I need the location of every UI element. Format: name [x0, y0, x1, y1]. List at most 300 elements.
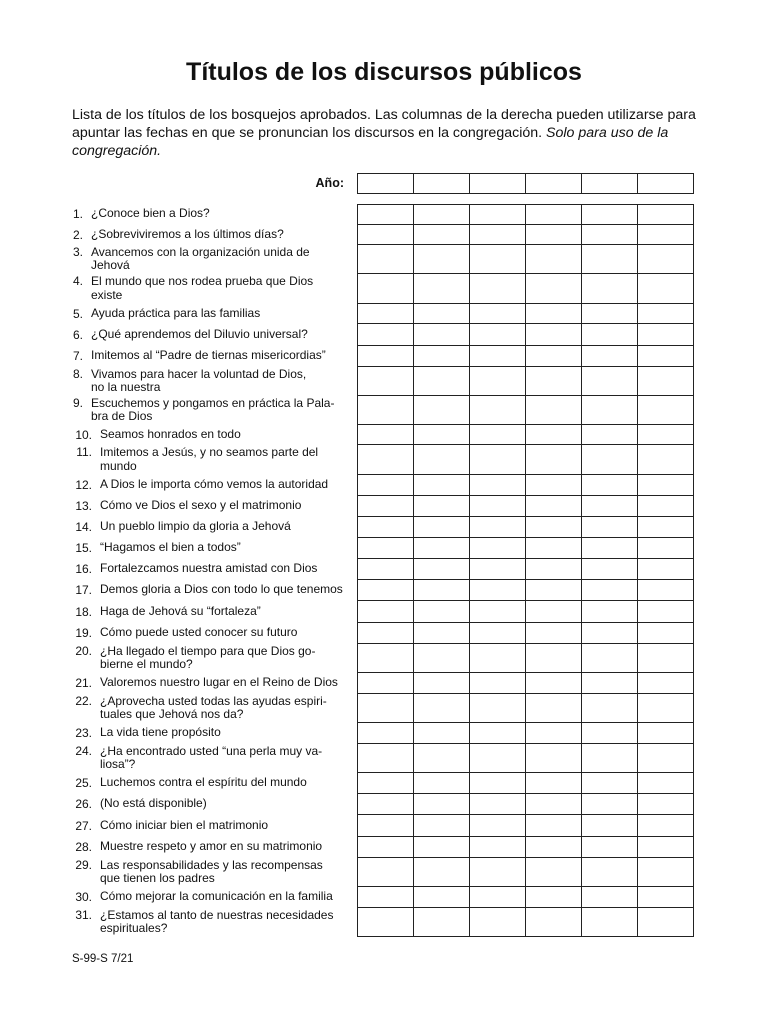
talk-title: “Hagamos el bien a todos”	[100, 540, 241, 555]
date-cell[interactable]	[414, 580, 470, 600]
date-cell[interactable]	[470, 205, 526, 224]
date-cell[interactable]	[470, 245, 526, 273]
date-cell[interactable]	[582, 396, 638, 424]
talk-row	[0, 475, 768, 496]
date-cell[interactable]	[638, 245, 694, 273]
talk-title: Haga de Jehová su “fortaleza”	[100, 603, 261, 618]
date-cell[interactable]	[470, 794, 526, 814]
date-grid	[357, 623, 694, 644]
date-cell[interactable]	[358, 425, 414, 444]
date-cell[interactable]	[638, 623, 694, 643]
date-cell[interactable]	[414, 205, 470, 224]
date-cell[interactable]	[358, 304, 414, 323]
date-grid	[357, 559, 694, 580]
date-cell[interactable]	[582, 304, 638, 323]
date-cell[interactable]	[638, 225, 694, 244]
date-cell[interactable]	[526, 794, 582, 814]
page-title: Títulos de los discursos públicos	[186, 58, 582, 86]
date-cell[interactable]	[526, 538, 582, 558]
date-cell[interactable]	[638, 274, 694, 303]
date-cell[interactable]	[414, 673, 470, 693]
talk-title: ¿Aprovecha usted todas las ayudas espiri- tuales que Jehová nos da?	[100, 693, 327, 721]
talk-number: 14.	[75, 520, 92, 534]
date-cell[interactable]	[470, 225, 526, 244]
date-cell[interactable]	[470, 601, 526, 622]
date-cell[interactable]	[638, 908, 694, 936]
date-cell[interactable]	[582, 837, 638, 857]
date-cell[interactable]	[582, 225, 638, 244]
date-cell[interactable]	[414, 723, 470, 743]
year-cell[interactable]	[414, 174, 470, 193]
talk-title: Cómo ve Dios el sexo y el matrimonio	[100, 498, 302, 513]
date-cell[interactable]	[526, 559, 582, 579]
talk-row	[0, 225, 768, 245]
talk-row	[0, 367, 768, 396]
talk-title: ¿Conoce bien a Dios?	[91, 206, 210, 221]
date-cell[interactable]	[470, 367, 526, 395]
date-cell[interactable]	[470, 475, 526, 495]
date-cell[interactable]	[414, 538, 470, 558]
date-cell[interactable]	[358, 396, 414, 424]
talk-row	[0, 274, 768, 304]
date-grid	[357, 887, 694, 908]
date-cell[interactable]	[358, 723, 414, 743]
date-cell[interactable]	[358, 908, 414, 936]
date-cell[interactable]	[358, 538, 414, 558]
talk-row	[0, 858, 768, 887]
date-cell[interactable]	[470, 538, 526, 558]
date-cell[interactable]	[526, 723, 582, 743]
talk-number: 30.	[75, 890, 92, 904]
talk-title: La vida tiene propósito	[100, 725, 221, 740]
date-cell[interactable]	[582, 445, 638, 474]
date-cell[interactable]	[582, 346, 638, 366]
date-cell[interactable]	[526, 887, 582, 907]
date-cell[interactable]	[358, 673, 414, 693]
date-cell[interactable]	[526, 245, 582, 273]
date-cell[interactable]	[638, 694, 694, 722]
date-cell[interactable]	[470, 694, 526, 722]
talk-number: 11.	[76, 445, 92, 459]
date-cell[interactable]	[582, 245, 638, 273]
date-cell[interactable]	[638, 723, 694, 743]
date-cell[interactable]	[358, 324, 414, 345]
date-cell[interactable]	[526, 475, 582, 495]
date-cell[interactable]	[526, 346, 582, 366]
date-cell[interactable]	[582, 908, 638, 936]
date-cell[interactable]	[582, 367, 638, 395]
intro-text: Lista de los títulos de los bosquejos aprobados. Las columnas de la derecha pueden utilizarse para apuntar las fechas en que se pronuncian los discursos en la congregación.	[72, 107, 696, 141]
date-cell[interactable]	[526, 274, 582, 303]
date-cell[interactable]	[526, 673, 582, 693]
talk-title: (No está disponible)	[100, 796, 207, 811]
date-cell[interactable]	[358, 205, 414, 224]
date-cell[interactable]	[414, 837, 470, 857]
date-cell[interactable]	[470, 580, 526, 600]
date-cell[interactable]	[582, 496, 638, 516]
talk-number: 6.	[72, 328, 83, 342]
date-cell[interactable]	[582, 694, 638, 722]
date-grid	[357, 773, 694, 794]
date-cell[interactable]	[358, 744, 414, 772]
date-cell[interactable]	[526, 773, 582, 793]
talk-row	[0, 887, 768, 908]
date-cell[interactable]	[582, 815, 638, 836]
date-cell[interactable]	[414, 274, 470, 303]
date-cell[interactable]	[526, 601, 582, 622]
date-grid	[357, 517, 694, 538]
talk-title: Imitemos al “Padre de tiernas misericordias”	[91, 348, 326, 363]
date-cell[interactable]	[526, 858, 582, 886]
talk-row	[0, 538, 768, 559]
talk-title: A Dios le importa cómo vemos la autoridad	[100, 477, 329, 492]
date-cell[interactable]	[526, 225, 582, 244]
date-cell[interactable]	[414, 794, 470, 814]
talk-row	[0, 559, 768, 580]
date-cell[interactable]	[414, 324, 470, 345]
date-cell[interactable]	[582, 794, 638, 814]
date-cell[interactable]	[526, 496, 582, 516]
date-cell[interactable]	[470, 673, 526, 693]
talk-number: 20.	[75, 644, 92, 658]
date-cell[interactable]	[358, 225, 414, 244]
date-cell[interactable]	[414, 623, 470, 643]
date-cell[interactable]	[470, 274, 526, 303]
date-grid	[357, 538, 694, 559]
date-grid	[357, 425, 694, 445]
date-cell[interactable]	[358, 445, 414, 474]
talk-title: Cómo iniciar bien el matrimonio	[100, 817, 269, 832]
talk-row	[0, 396, 768, 425]
date-cell[interactable]	[470, 623, 526, 643]
date-grid	[357, 245, 694, 274]
date-cell[interactable]	[414, 496, 470, 516]
date-cell[interactable]	[358, 245, 414, 273]
date-cell[interactable]	[638, 367, 694, 395]
talk-number: 13.	[75, 499, 92, 513]
date-cell[interactable]	[414, 773, 470, 793]
talk-number: 1.	[72, 207, 83, 221]
date-cell[interactable]	[526, 205, 582, 224]
talk-row	[0, 744, 768, 773]
date-grid	[357, 367, 694, 396]
date-cell[interactable]	[470, 908, 526, 936]
date-cell[interactable]	[358, 517, 414, 537]
talk-number: 18.	[75, 605, 92, 619]
date-cell[interactable]	[638, 425, 694, 444]
date-cell[interactable]	[470, 445, 526, 474]
date-cell[interactable]	[414, 517, 470, 537]
talk-title: Fortalezcamos nuestra amistad con Dios	[100, 561, 318, 576]
date-cell[interactable]	[414, 367, 470, 395]
date-cell[interactable]	[526, 324, 582, 345]
talk-number: 10.	[75, 428, 92, 442]
date-cell[interactable]	[638, 346, 694, 366]
date-cell[interactable]	[526, 445, 582, 474]
talk-title: Las responsabilidades y las recompensas que tienen los padres	[100, 857, 323, 885]
date-cell[interactable]	[638, 858, 694, 886]
date-cell[interactable]	[638, 304, 694, 323]
date-cell[interactable]	[526, 425, 582, 444]
date-cell[interactable]	[526, 396, 582, 424]
date-grid	[357, 304, 694, 324]
date-cell[interactable]	[638, 538, 694, 558]
date-cell[interactable]	[582, 475, 638, 495]
date-cell[interactable]	[358, 496, 414, 516]
talk-row	[0, 623, 768, 644]
date-cell[interactable]	[414, 744, 470, 772]
date-cell[interactable]	[638, 396, 694, 424]
talk-title: Valoremos nuestro lugar en el Reino de Dios	[100, 675, 338, 690]
date-cell[interactable]	[414, 346, 470, 366]
year-cell[interactable]	[526, 174, 582, 193]
date-cell[interactable]	[414, 644, 470, 672]
talk-row	[0, 517, 768, 538]
talk-number: 24.	[75, 744, 92, 758]
date-cell[interactable]	[582, 723, 638, 743]
date-grid	[357, 723, 694, 744]
talk-title: Avancemos con la organización unida de Jehová	[91, 244, 310, 272]
talk-title: Imitemos a Jesús, y no seamos parte del mundo	[100, 445, 319, 473]
talk-row	[0, 425, 768, 445]
date-cell[interactable]	[582, 580, 638, 600]
date-cell[interactable]	[470, 346, 526, 366]
talk-number: 5.	[72, 307, 83, 321]
date-cell[interactable]	[414, 245, 470, 273]
date-cell[interactable]	[526, 304, 582, 323]
intro-paragraph	[72, 106, 697, 160]
date-cell[interactable]	[470, 887, 526, 907]
date-cell[interactable]	[638, 517, 694, 537]
date-cell[interactable]	[582, 644, 638, 672]
date-cell[interactable]	[414, 445, 470, 474]
date-cell[interactable]	[638, 601, 694, 622]
date-cell[interactable]	[358, 837, 414, 857]
date-grid	[357, 908, 694, 937]
date-cell[interactable]	[638, 324, 694, 345]
date-cell[interactable]	[358, 858, 414, 886]
date-cell[interactable]	[358, 815, 414, 836]
talk-title: ¿Estamos al tanto de nuestras necesidades espirituales?	[100, 907, 334, 935]
date-cell[interactable]	[638, 475, 694, 495]
talk-title: Un pueblo limpio da gloria a Jehová	[100, 519, 291, 534]
date-cell[interactable]	[638, 644, 694, 672]
talk-row	[0, 673, 768, 694]
date-cell[interactable]	[358, 274, 414, 303]
date-cell[interactable]	[414, 694, 470, 722]
date-cell[interactable]	[470, 425, 526, 444]
date-cell[interactable]	[582, 538, 638, 558]
talk-title: Muestre respeto y amor en su matrimonio	[100, 839, 323, 854]
date-cell[interactable]	[582, 744, 638, 772]
talk-number: 26.	[75, 797, 92, 811]
date-grid	[357, 673, 694, 694]
date-cell[interactable]	[582, 274, 638, 303]
date-cell[interactable]	[526, 744, 582, 772]
date-cell[interactable]	[582, 559, 638, 579]
date-cell[interactable]	[582, 601, 638, 622]
year-cell[interactable]	[638, 174, 694, 193]
date-grid	[357, 204, 694, 225]
date-grid	[357, 274, 694, 304]
talk-row	[0, 837, 768, 858]
date-cell[interactable]	[414, 559, 470, 579]
talk-row	[0, 304, 768, 324]
date-grid	[357, 601, 694, 623]
date-cell[interactable]	[414, 304, 470, 323]
date-cell[interactable]	[470, 773, 526, 793]
talk-number: 22.	[75, 694, 92, 708]
date-cell[interactable]	[638, 673, 694, 693]
date-cell[interactable]	[414, 225, 470, 244]
date-cell[interactable]	[526, 623, 582, 643]
date-cell[interactable]	[470, 304, 526, 323]
date-grid	[357, 225, 694, 245]
date-grid	[357, 496, 694, 517]
date-cell[interactable]	[358, 623, 414, 643]
date-cell[interactable]	[358, 559, 414, 579]
talk-title: ¿Ha llegado el tiempo para que Dios go- bierne el mundo?	[100, 643, 316, 671]
date-cell[interactable]	[414, 908, 470, 936]
date-grid	[357, 794, 694, 815]
date-cell[interactable]	[358, 346, 414, 366]
date-cell[interactable]	[582, 425, 638, 444]
date-cell[interactable]	[582, 324, 638, 345]
date-cell[interactable]	[470, 858, 526, 886]
talk-title: Cómo mejorar la comunicación en la familia	[100, 889, 333, 904]
date-cell[interactable]	[358, 773, 414, 793]
date-cell[interactable]	[358, 367, 414, 395]
date-cell[interactable]	[358, 887, 414, 907]
date-cell[interactable]	[358, 601, 414, 622]
date-grid	[357, 858, 694, 887]
talk-title: ¿Ha encontrado usted “una perla muy va- liosa”?	[100, 743, 323, 771]
talk-number: 7.	[72, 349, 83, 363]
date-cell[interactable]	[414, 858, 470, 886]
date-cell[interactable]	[638, 887, 694, 907]
year-cell[interactable]	[470, 174, 526, 193]
talk-row	[0, 815, 768, 837]
talk-number: 3.	[72, 245, 83, 259]
year-cell[interactable]	[582, 174, 638, 193]
talk-row	[0, 346, 768, 367]
talk-title: Cómo puede usted conocer su futuro	[100, 625, 298, 640]
date-cell[interactable]	[582, 858, 638, 886]
date-cell[interactable]	[526, 580, 582, 600]
date-cell[interactable]	[638, 794, 694, 814]
talk-row	[0, 908, 768, 937]
date-cell[interactable]	[526, 644, 582, 672]
talk-number: 19.	[75, 626, 92, 640]
date-cell[interactable]	[638, 580, 694, 600]
talk-number: 21.	[75, 676, 92, 690]
date-cell[interactable]	[470, 496, 526, 516]
date-cell[interactable]	[414, 396, 470, 424]
date-cell[interactable]	[414, 815, 470, 836]
date-cell[interactable]	[638, 744, 694, 772]
date-cell[interactable]	[358, 475, 414, 495]
date-cell[interactable]	[526, 815, 582, 836]
date-cell[interactable]	[638, 773, 694, 793]
date-cell[interactable]	[470, 396, 526, 424]
date-cell[interactable]	[582, 773, 638, 793]
date-cell[interactable]	[470, 517, 526, 537]
date-cell[interactable]	[414, 601, 470, 622]
talk-title: Seamos honrados en todo	[100, 426, 241, 441]
talk-number: 31.	[75, 908, 92, 922]
talk-title: Luchemos contra el espíritu del mundo	[100, 775, 307, 790]
date-cell[interactable]	[358, 644, 414, 672]
talk-number: 28.	[75, 840, 92, 854]
date-cell[interactable]	[638, 445, 694, 474]
talk-number: 29.	[75, 858, 92, 872]
date-cell[interactable]	[358, 580, 414, 600]
date-cell[interactable]	[470, 324, 526, 345]
date-cell[interactable]	[638, 496, 694, 516]
date-grid	[357, 346, 694, 367]
date-cell[interactable]	[358, 694, 414, 722]
date-cell[interactable]	[582, 623, 638, 643]
date-cell[interactable]	[470, 723, 526, 743]
date-cell[interactable]	[358, 794, 414, 814]
date-cell[interactable]	[470, 837, 526, 857]
talk-number: 4.	[72, 274, 83, 288]
date-cell[interactable]	[470, 644, 526, 672]
date-cell[interactable]	[582, 205, 638, 224]
talk-number: 16.	[75, 562, 92, 576]
year-entry-row	[357, 173, 694, 194]
talk-row	[0, 773, 768, 794]
date-cell[interactable]	[638, 559, 694, 579]
date-grid	[357, 694, 694, 723]
date-cell[interactable]	[526, 367, 582, 395]
date-cell[interactable]	[582, 673, 638, 693]
date-grid	[357, 580, 694, 601]
date-cell[interactable]	[638, 837, 694, 857]
talk-number: 9.	[72, 396, 83, 410]
date-cell[interactable]	[638, 815, 694, 836]
talk-row	[0, 445, 768, 475]
talk-number: 25.	[75, 776, 92, 790]
talk-row	[0, 496, 768, 517]
talk-title: Escuchemos y pongamos en práctica la Pala- bra de Dios	[91, 395, 335, 423]
talk-row	[0, 245, 768, 274]
date-cell[interactable]	[470, 815, 526, 836]
date-cell[interactable]	[526, 837, 582, 857]
talk-title: ¿Qué aprendemos del Diluvio universal?	[91, 326, 308, 341]
date-cell[interactable]	[470, 744, 526, 772]
date-cell[interactable]	[470, 559, 526, 579]
talk-number: 12.	[75, 478, 92, 492]
talk-title: ¿Sobreviviremos a los últimos días?	[91, 226, 284, 241]
talk-number: 27.	[75, 819, 92, 833]
date-cell[interactable]	[526, 694, 582, 722]
date-cell[interactable]	[414, 887, 470, 907]
year-cell[interactable]	[358, 174, 414, 193]
talk-number: 8.	[72, 367, 83, 381]
date-cell[interactable]	[414, 475, 470, 495]
year-label: Año:	[315, 176, 344, 190]
date-cell[interactable]	[414, 425, 470, 444]
date-cell[interactable]	[526, 517, 582, 537]
talk-title: Ayuda práctica para las familias	[91, 305, 261, 320]
date-cell[interactable]	[582, 887, 638, 907]
date-grid	[357, 837, 694, 858]
talk-row	[0, 580, 768, 601]
date-cell[interactable]	[582, 517, 638, 537]
date-cell[interactable]	[638, 205, 694, 224]
date-cell[interactable]	[526, 908, 582, 936]
